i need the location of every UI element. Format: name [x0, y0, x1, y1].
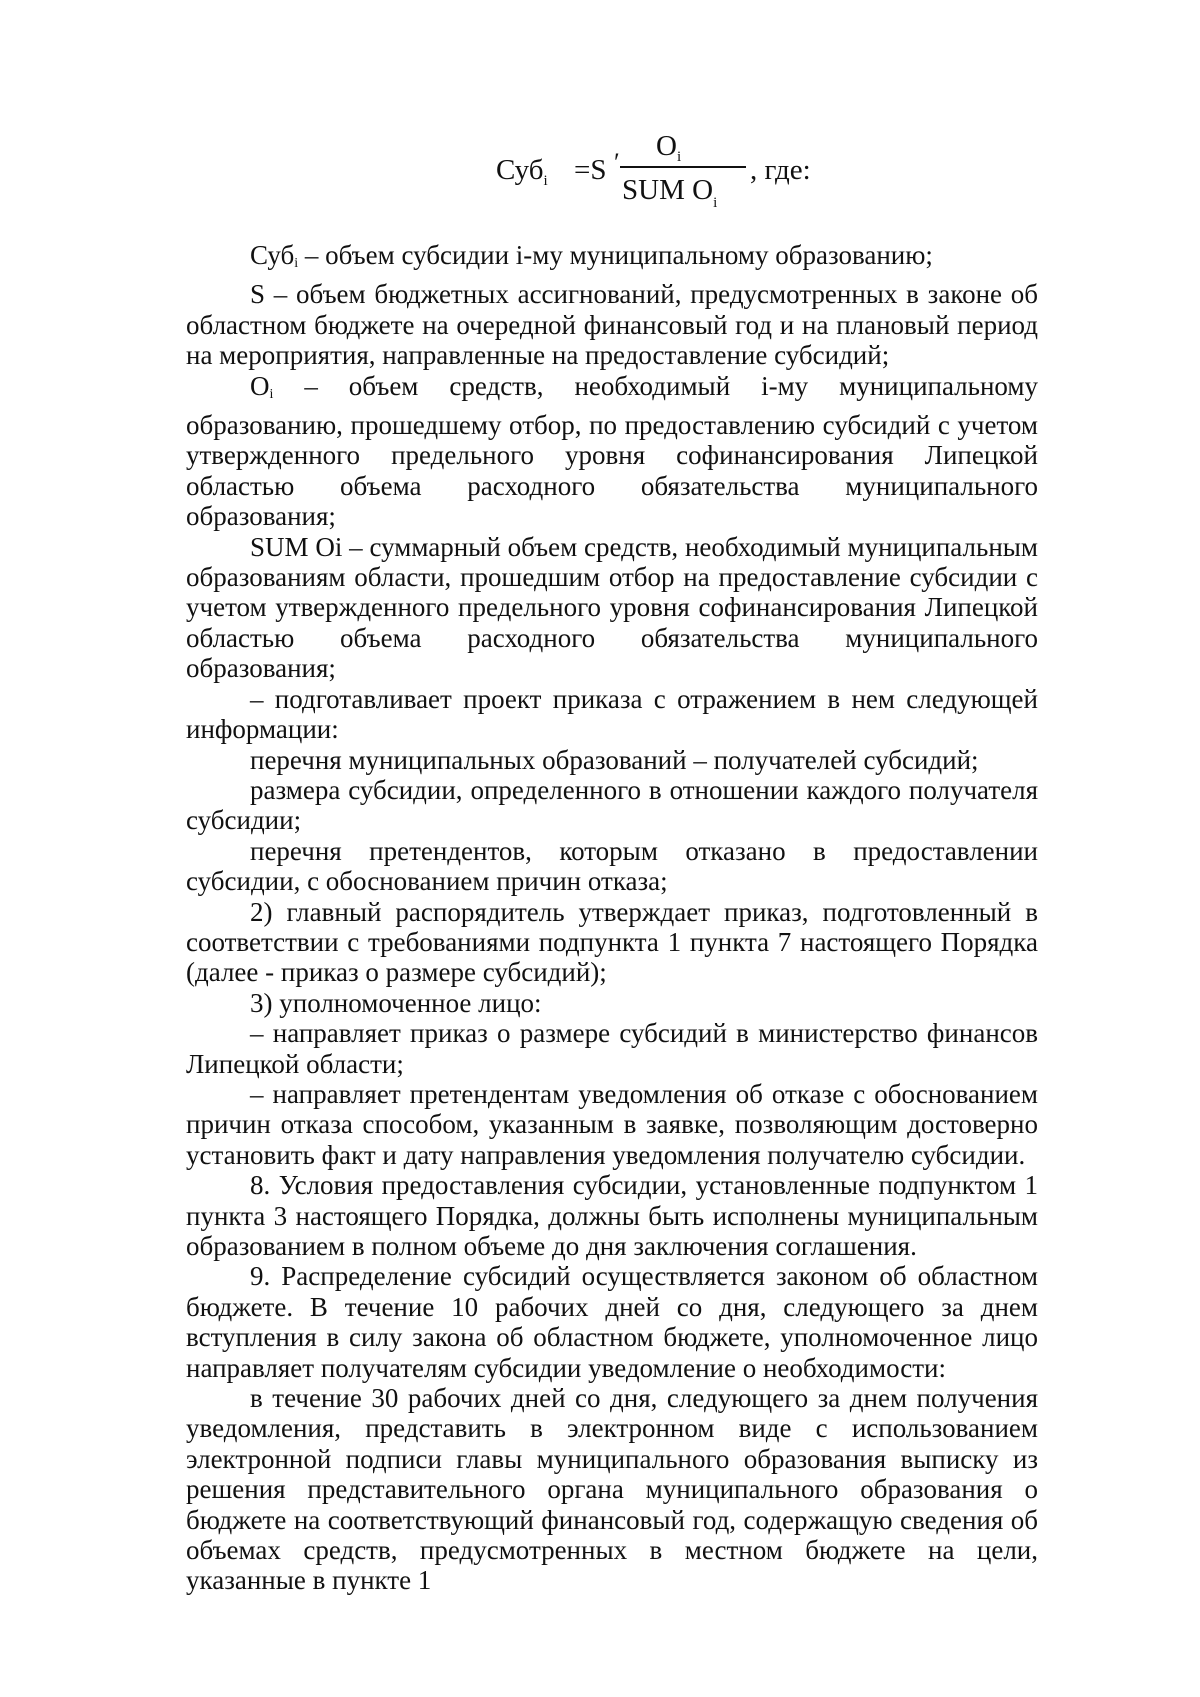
paragraph	[186, 532, 1038, 684]
formula-denominator-subscript: i	[713, 195, 718, 211]
formula-numerator-text: O	[656, 130, 677, 162]
paragraph-text: 9. Распределение субсидий осуществляется законом об областном бюджете. В течение 10 рабочих дней со дня, следующего за днем вступления в силу закона об областном бюджете, уполномоченное лицо направляет получателям субсидии уведомление о необходимости:	[186, 1261, 1038, 1383]
paragraph	[186, 371, 1038, 532]
paragraph	[186, 1170, 1038, 1261]
formula-equals-s: =S	[574, 154, 607, 186]
paragraph-text: в течение 30 рабочих дней со дня, следующего за днем получения уведомления, представить в электронном виде с использованием электронной подписи главы муниципального образования выписку из решения представительного органа муниципального образования о бюджете на соответствующий финансовый год, содержащую сведения об объемах средств, предусмотренных в местном бюджете на цели, указанные в пункте 1	[186, 1383, 1038, 1596]
paragraph-symbol-subscript: i	[269, 386, 274, 402]
paragraph	[186, 745, 1038, 775]
paragraph	[186, 1383, 1038, 1596]
formula-numerator	[656, 132, 681, 165]
formula-lhs	[496, 156, 548, 189]
formula-numerator-subscript: i	[676, 149, 682, 165]
formula-denominator	[622, 176, 717, 211]
paragraph	[186, 775, 1038, 836]
paragraph-text: – подготавливает проект приказа с отражением в нем следующей информации:	[186, 683, 1038, 745]
paragraph-text: перечня муниципальных образований – получателей субсидий;	[250, 744, 979, 775]
paragraph-symbol: O	[250, 370, 270, 401]
paragraph-symbol: Суб	[250, 240, 295, 270]
fraction-bar	[620, 166, 746, 168]
formula-where: , где:	[750, 154, 811, 186]
formula-multiply-sign: ′	[614, 148, 620, 177]
formula-lhs-text: Суб	[496, 154, 544, 186]
paragraph-text: – направляет претендентам уведомления об отказе с обоснованием причин отказа способом, указанным в заявке, позволяющим достоверно установить факт и дату направления уведомления получателю субсидии.	[186, 1078, 1038, 1170]
formula-lhs-subscript: i	[543, 173, 548, 189]
paragraph	[186, 836, 1038, 897]
paragraph-symbol-subscript: i	[294, 256, 299, 271]
paragraph-text: перечня претендентов, которым отказано в предоставлении субсидии, с обоснованием причин отказа;	[186, 835, 1038, 897]
paragraph-text: 8. Условия предоставления субсидии, установленные подпунктом 1 пункта 3 настоящего Порядка, должны быть исполнены муниципальным образованием в полном объеме до дня заключения соглашения.	[186, 1170, 1038, 1261]
paragraph	[186, 1261, 1038, 1383]
paragraph	[186, 988, 1038, 1018]
paragraph	[186, 240, 1038, 279]
paragraph	[186, 897, 1038, 988]
paragraph-text: S – объем бюджетных ассигнований, предусмотренных в законе об областном бюджете на очередной финансовый год и на плановый период на мероприятия, направленные на предоставление субсидий;	[186, 279, 1038, 371]
paragraph	[186, 1079, 1038, 1170]
paragraph-text: размера субсидии, определенного в отношении каждого получателя субсидии;	[186, 774, 1038, 836]
paragraph	[186, 684, 1038, 745]
formula-denominator-text: SUM O	[622, 174, 714, 206]
paragraph-text: SUM Oi – суммарный объем средств, необходимый муниципальным образованиям области, прошедшим отбор на предоставление субсидии с учетом утвержденного предельного уровня софинансирования Липецкой областью объема расходного обязательства муниципального образования;	[186, 531, 1038, 684]
paragraph-text: – объем средств, необходимый i-му муниципальному образованию, прошедшему отбор, по предоставлению субсидий с учетом утвержденного предельного уровня софинансирования Липецкой областью объема расходного обязательства муниципального образования;	[186, 370, 1038, 532]
paragraph-text: 2) главный распорядитель утверждает приказ, подготовленный в соответствии с требованиями подпункта 1 пункта 7 настоящего Порядка (далее - приказ о размере субсидий);	[186, 896, 1038, 988]
paragraph-text: – направляет приказ о размере субсидий в министерство финансов Липецкой области;	[186, 1018, 1038, 1079]
paragraph	[186, 1018, 1038, 1079]
paragraph-text: 3) уполномоченное лицо:	[250, 987, 542, 1018]
paragraph	[186, 279, 1038, 370]
document-body	[186, 240, 1038, 1596]
paragraph-text: – объем субсидии i-му муниципальному образованию;	[298, 240, 933, 270]
